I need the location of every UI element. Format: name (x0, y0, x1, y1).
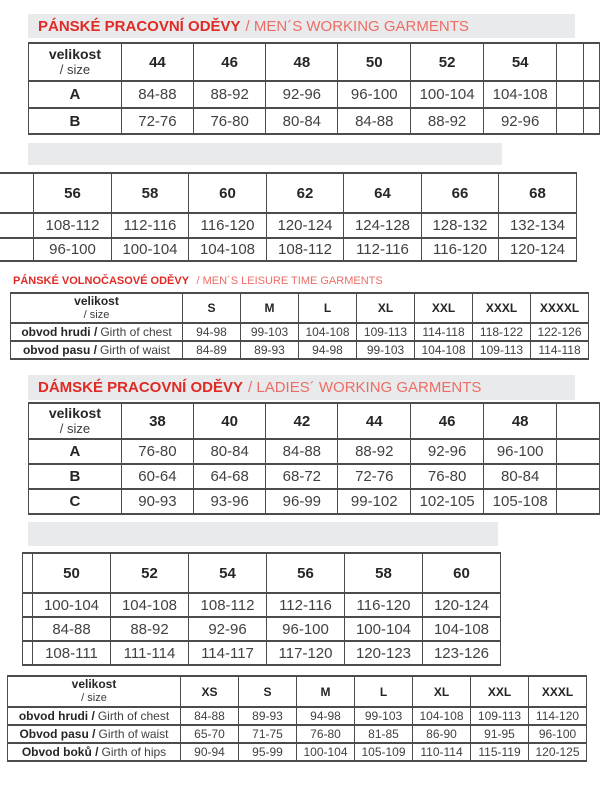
row-label: A (29, 439, 122, 464)
measurement-label (11, 323, 183, 341)
size-col-label: 60 (189, 173, 267, 213)
measurement-label-cz: obvod hrudi / (18, 709, 95, 723)
value-cell: 108-112 (34, 213, 112, 238)
size-col-label: XXXL (529, 676, 587, 707)
value-cell: 122-126 (531, 323, 589, 341)
value-cell: 94-98 (183, 323, 241, 341)
value-cell: 110-114 (413, 743, 471, 761)
value-cell: 108-111 (33, 641, 111, 665)
value-cell: 80-84 (194, 439, 266, 464)
value-cell: 81-85 (355, 725, 413, 743)
value-cell: 76-80 (194, 108, 266, 134)
value-cell: 76-80 (297, 725, 355, 743)
measurement-label (11, 341, 183, 359)
measurement-label (8, 743, 181, 761)
mens-working-table-1 (28, 42, 600, 135)
mens-leisure-title-en: / MEN´S LEISURE TIME GARMENTS (196, 275, 383, 287)
value-cell: 88-92 (411, 108, 484, 134)
value-cell: 71-75 (239, 725, 297, 743)
mens-working-title-cz: PÁNSKÉ PRACOVNÍ ODĚVY (38, 17, 241, 35)
cut-column (583, 108, 599, 134)
value-cell: 104-108 (299, 323, 357, 341)
cut-column (557, 43, 584, 81)
value-cell: 100-104 (411, 81, 484, 108)
value-cell: 116-120 (345, 593, 423, 617)
value-cell: 104-108 (189, 238, 267, 261)
value-cell: 114-117 (189, 641, 267, 665)
value-cell: 89-93 (241, 341, 299, 359)
value-cell: 109-113 (471, 707, 529, 725)
value-cell: 76-80 (411, 464, 484, 489)
value-cell: 92-96 (484, 108, 557, 134)
size-header-cz: velikost (74, 293, 119, 308)
value-cell: 76-80 (121, 439, 193, 464)
size-col-label: 58 (112, 173, 189, 213)
size-col-label: 56 (34, 173, 112, 213)
mens-working-title-en: / MEN´S WORKING GARMENTS (245, 17, 469, 35)
cut-column (0, 173, 34, 213)
value-cell: 72-76 (338, 464, 411, 489)
value-cell: 120-124 (267, 213, 344, 238)
value-cell: 99-102 (338, 489, 411, 514)
value-cell: 124-128 (344, 213, 422, 238)
size-col-label: 64 (344, 173, 422, 213)
value-cell: 68-72 (266, 464, 338, 489)
value-cell: 104-108 (415, 341, 473, 359)
value-cell: 92-96 (189, 617, 267, 641)
mens-leisure-title-cz: PÁNSKÉ VOLNOČASOVÉ ODĚVY (13, 275, 190, 287)
value-cell: 114-120 (529, 707, 587, 725)
value-cell: 104-108 (413, 707, 471, 725)
ladies-working-title-cz: DÁMSKÉ PRACOVNÍ ODĚVY (38, 379, 244, 396)
value-cell: 104-108 (111, 593, 189, 617)
value-cell: 99-103 (357, 341, 415, 359)
size-header-cz: velikost (48, 405, 101, 422)
measurement-label-cz: Obvod pasu / (19, 727, 96, 741)
measurement-label-cz: obvod hrudi / (21, 325, 98, 339)
value-cell: 84-88 (338, 108, 411, 134)
size-col-label: S (239, 676, 297, 707)
size-col-label: XXL (471, 676, 529, 707)
value-cell: 108-112 (267, 238, 344, 261)
size-col-label: 48 (266, 43, 338, 81)
ladies-working-title-en: / LADIES´ WORKING GARMENTS (248, 379, 482, 396)
value-cell: 116-120 (189, 213, 267, 238)
cut-column (557, 81, 584, 108)
value-cell: 105-109 (355, 743, 413, 761)
size-col-label: 48 (484, 403, 557, 439)
cut-column (583, 43, 599, 81)
value-cell: 94-98 (297, 707, 355, 725)
value-cell: 128-132 (422, 213, 499, 238)
cut-column (583, 81, 599, 108)
value-cell: 96-99 (266, 489, 338, 514)
value-cell: 123-126 (423, 641, 501, 665)
size-col-label: 56 (267, 553, 345, 593)
row-label: A (29, 81, 122, 108)
size-col-label: 66 (422, 173, 499, 213)
section-divider-bar (28, 522, 498, 546)
ladies-measurements-table (7, 675, 587, 762)
value-cell: 96-100 (338, 81, 411, 108)
size-col-label: XL (357, 293, 415, 323)
size-header-en: / size (81, 692, 107, 705)
size-header-cz: velikost (48, 46, 101, 63)
value-cell: 84-88 (121, 81, 193, 108)
cut-column (23, 641, 33, 665)
size-col-label: 50 (338, 43, 411, 81)
cut-column (557, 108, 584, 134)
measurement-label-en: Girth of chest (100, 325, 172, 339)
measurement-label-cz: Obvod boků / (21, 745, 99, 759)
size-col-label: 60 (423, 553, 501, 593)
value-cell: 112-116 (112, 213, 189, 238)
value-cell: 96-100 (267, 617, 345, 641)
ladies-working-table-2 (22, 552, 501, 666)
size-header-en: / size (59, 420, 91, 436)
value-cell: 120-125 (529, 743, 587, 761)
row-label: B (29, 108, 122, 134)
size-col-label: 50 (33, 553, 111, 593)
size-col-label: S (183, 293, 241, 323)
value-cell: 65-70 (181, 725, 239, 743)
size-col-label: 44 (338, 403, 411, 439)
value-cell: 84-88 (33, 617, 111, 641)
value-cell: 84-88 (181, 707, 239, 725)
value-cell: 60-64 (121, 464, 193, 489)
value-cell: 116-120 (422, 238, 499, 261)
cut-column (557, 464, 600, 489)
cut-column (0, 238, 34, 261)
size-header-en: / size (59, 61, 91, 77)
ladies-working-title-bar (28, 375, 575, 400)
value-cell: 80-84 (484, 464, 557, 489)
value-cell: 84-89 (183, 341, 241, 359)
value-cell: 100-104 (297, 743, 355, 761)
measurement-label-cz: obvod pasu / (22, 343, 97, 357)
cut-column (557, 403, 600, 439)
size-col-label: 44 (121, 43, 193, 81)
value-cell: 108-112 (189, 593, 267, 617)
size-col-label: 52 (411, 43, 484, 81)
value-cell: 109-113 (473, 341, 531, 359)
row-label: B (29, 464, 122, 489)
value-cell: 96-100 (529, 725, 587, 743)
value-cell: 104-108 (484, 81, 557, 108)
value-cell: 120-124 (423, 593, 501, 617)
size-col-label: 38 (121, 403, 193, 439)
size-col-label: 42 (266, 403, 338, 439)
measurement-label-en: Girth of hips (101, 745, 167, 759)
size-header-cell (11, 293, 183, 323)
size-header-en: / size (83, 308, 110, 321)
size-col-label: L (299, 293, 357, 323)
value-cell: 96-100 (484, 439, 557, 464)
value-cell: 120-124 (499, 238, 577, 261)
mens-working-title-bar (28, 14, 575, 38)
value-cell: 88-92 (194, 81, 266, 108)
value-cell: 90-93 (121, 489, 193, 514)
cut-column (0, 213, 34, 238)
value-cell: 91-95 (471, 725, 529, 743)
value-cell: 132-134 (499, 213, 577, 238)
value-cell: 92-96 (266, 81, 338, 108)
value-cell: 100-104 (112, 238, 189, 261)
size-header-cell (29, 403, 122, 439)
size-col-label: 54 (484, 43, 557, 81)
value-cell: 100-104 (33, 593, 111, 617)
size-col-label: XXL (415, 293, 473, 323)
size-col-label: 46 (194, 43, 266, 81)
value-cell: 96-100 (34, 238, 112, 261)
value-cell: 95-99 (239, 743, 297, 761)
value-cell: 90-94 (181, 743, 239, 761)
value-cell: 100-104 (345, 617, 423, 641)
row-label: C (29, 489, 122, 514)
value-cell: 115-119 (471, 743, 529, 761)
size-col-label: L (355, 676, 413, 707)
value-cell: 89-93 (239, 707, 297, 725)
value-cell: 72-76 (121, 108, 193, 134)
cut-column (557, 439, 600, 464)
value-cell: 109-113 (357, 323, 415, 341)
cut-column (557, 489, 600, 514)
mens-leisure-title (13, 271, 383, 289)
value-cell: 104-108 (423, 617, 501, 641)
value-cell: 120-123 (345, 641, 423, 665)
measurement-label-en: Girth of waist (98, 727, 169, 741)
size-col-label: XXXL (473, 293, 531, 323)
size-col-label: 52 (111, 553, 189, 593)
ladies-working-table-1 (28, 402, 600, 515)
value-cell: 99-103 (241, 323, 299, 341)
measurement-label (8, 707, 181, 725)
value-cell: 117-120 (267, 641, 345, 665)
size-col-label: 46 (411, 403, 484, 439)
size-col-label: M (297, 676, 355, 707)
size-header-cell (8, 676, 181, 707)
size-header-cz: velikost (71, 677, 117, 692)
value-cell: 102-105 (411, 489, 484, 514)
size-col-label: M (241, 293, 299, 323)
cut-column (23, 593, 33, 617)
size-col-label: XXXXL (531, 293, 589, 323)
value-cell: 88-92 (338, 439, 411, 464)
size-col-label: 54 (189, 553, 267, 593)
value-cell: 94-98 (299, 341, 357, 359)
value-cell: 111-114 (111, 641, 189, 665)
measurement-label-en: Girth of waist (99, 343, 171, 357)
value-cell: 99-103 (355, 707, 413, 725)
size-header-cell (29, 43, 122, 81)
section-divider-bar (28, 143, 502, 165)
size-col-label: XL (413, 676, 471, 707)
cut-column (23, 553, 33, 593)
value-cell: 118-122 (473, 323, 531, 341)
value-cell: 64-68 (194, 464, 266, 489)
size-col-label: 62 (267, 173, 344, 213)
value-cell: 88-92 (111, 617, 189, 641)
value-cell: 114-118 (415, 323, 473, 341)
value-cell: 92-96 (411, 439, 484, 464)
measurement-label (8, 725, 181, 743)
mens-leisure-table (10, 292, 589, 360)
size-col-label: XS (181, 676, 239, 707)
value-cell: 105-108 (484, 489, 557, 514)
value-cell: 112-116 (267, 593, 345, 617)
measurement-label-en: Girth of chest (97, 709, 170, 723)
mens-working-table-2 (0, 172, 577, 262)
size-col-label: 58 (345, 553, 423, 593)
size-col-label: 68 (499, 173, 577, 213)
cut-column (23, 617, 33, 641)
value-cell: 114-118 (531, 341, 589, 359)
size-col-label: 40 (194, 403, 266, 439)
value-cell: 112-116 (344, 238, 422, 261)
value-cell: 86-90 (413, 725, 471, 743)
value-cell: 84-88 (266, 439, 338, 464)
value-cell: 80-84 (266, 108, 338, 134)
value-cell: 93-96 (194, 489, 266, 514)
